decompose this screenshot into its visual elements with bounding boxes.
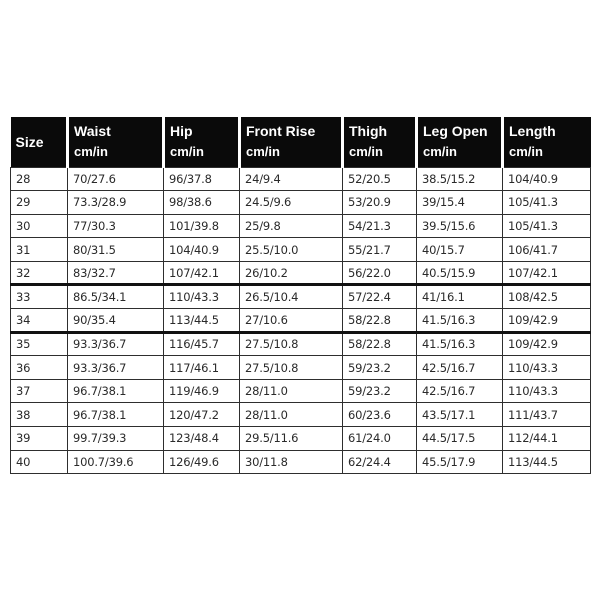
table-cell: 117/46.1: [164, 356, 240, 380]
table-cell: 42.5/16.7: [417, 356, 503, 380]
table-cell: 98/38.6: [164, 191, 240, 215]
table-cell: 83/32.7: [68, 261, 164, 285]
table-cell: 28: [11, 167, 68, 191]
column-header-waist: [68, 117, 164, 167]
column-header-leg-open: [417, 117, 503, 167]
table-cell: 60/23.6: [343, 403, 417, 427]
table-cell: 34: [11, 309, 68, 333]
column-header-unit: cm/in: [423, 144, 457, 159]
table-cell: 52/20.5: [343, 167, 417, 191]
table-body: [11, 167, 591, 474]
table-cell: 110/43.3: [503, 379, 591, 403]
table-row: [11, 167, 591, 191]
column-header-label: Leg Open: [423, 123, 488, 139]
table-cell: 116/45.7: [164, 332, 240, 356]
table-cell: 104/40.9: [503, 167, 591, 191]
table-cell: 30/11.8: [240, 450, 343, 474]
table-cell: 29.5/11.6: [240, 427, 343, 451]
table-cell: 24.5/9.6: [240, 191, 343, 215]
table-cell: 39.5/15.6: [417, 214, 503, 238]
table-row: [11, 450, 591, 474]
table-cell: 24/9.4: [240, 167, 343, 191]
column-header-label: Front Rise: [246, 123, 316, 139]
table-cell: 120/47.2: [164, 403, 240, 427]
table-cell: 101/39.8: [164, 214, 240, 238]
table-cell: 35: [11, 332, 68, 356]
column-header-thigh: [343, 117, 417, 167]
column-header-unit: cm/in: [509, 144, 543, 159]
column-header-label: Thigh: [349, 123, 388, 139]
table-cell: 43.5/17.1: [417, 403, 503, 427]
column-header-hip: [164, 117, 240, 167]
table-cell: 105/41.3: [503, 191, 591, 215]
table-cell: 26.5/10.4: [240, 285, 343, 309]
table-cell: 25.5/10.0: [240, 238, 343, 262]
table-cell: 42.5/16.7: [417, 379, 503, 403]
table-cell: 40.5/15.9: [417, 261, 503, 285]
table-cell: 53/20.9: [343, 191, 417, 215]
table-cell: 40: [11, 450, 68, 474]
table-cell: 33: [11, 285, 68, 309]
table-cell: 99.7/39.3: [68, 427, 164, 451]
table-row: [11, 191, 591, 215]
table-cell: 54/21.3: [343, 214, 417, 238]
column-header-label: Length: [509, 123, 556, 139]
table-row: [11, 214, 591, 238]
table-cell: 55/21.7: [343, 238, 417, 262]
column-header-length: [503, 117, 591, 167]
table-cell: 96/37.8: [164, 167, 240, 191]
table-cell: 90/35.4: [68, 309, 164, 333]
table-cell: 62/24.4: [343, 450, 417, 474]
table-cell: 107/42.1: [164, 261, 240, 285]
table-cell: 111/43.7: [503, 403, 591, 427]
table-cell: 28/11.0: [240, 379, 343, 403]
column-header-unit: cm/in: [74, 144, 108, 159]
table-cell: 25/9.8: [240, 214, 343, 238]
table-cell: 61/24.0: [343, 427, 417, 451]
table-row: [11, 261, 591, 285]
table-row: [11, 379, 591, 403]
table-cell: 38.5/15.2: [417, 167, 503, 191]
table-cell: 27.5/10.8: [240, 356, 343, 380]
table-cell: 30: [11, 214, 68, 238]
table-cell: 93.3/36.7: [68, 356, 164, 380]
table-cell: 108/42.5: [503, 285, 591, 309]
table-cell: 41.5/16.3: [417, 332, 503, 356]
column-header-unit: cm/in: [170, 144, 204, 159]
column-header-size: [11, 117, 68, 167]
column-header-label: Waist: [74, 123, 111, 139]
column-header-front-rise: [240, 117, 343, 167]
table-header: [11, 117, 591, 167]
table-cell: 57/22.4: [343, 285, 417, 309]
table-row: [11, 427, 591, 451]
table-cell: 39: [11, 427, 68, 451]
table-cell: 29: [11, 191, 68, 215]
column-header-unit: cm/in: [246, 144, 280, 159]
table-cell: 126/49.6: [164, 450, 240, 474]
table-cell: 58/22.8: [343, 332, 417, 356]
table-cell: 41.5/16.3: [417, 309, 503, 333]
table-cell: 39/15.4: [417, 191, 503, 215]
table-cell: 93.3/36.7: [68, 332, 164, 356]
table-row: [11, 356, 591, 380]
table-cell: 27/10.6: [240, 309, 343, 333]
table-cell: 44.5/17.5: [417, 427, 503, 451]
table-cell: 27.5/10.8: [240, 332, 343, 356]
table-cell: 26/10.2: [240, 261, 343, 285]
table-cell: 70/27.6: [68, 167, 164, 191]
table-cell: 59/23.2: [343, 356, 417, 380]
column-header-unit: cm/in: [349, 144, 383, 159]
table-cell: 110/43.3: [164, 285, 240, 309]
size-chart-table: [10, 117, 591, 474]
table-cell: 110/43.3: [503, 356, 591, 380]
column-header-label: Hip: [170, 123, 193, 139]
table-row: [11, 238, 591, 262]
table-cell: 77/30.3: [68, 214, 164, 238]
table-row: [11, 285, 591, 309]
table-cell: 32: [11, 261, 68, 285]
table-cell: 37: [11, 379, 68, 403]
table-cell: 105/41.3: [503, 214, 591, 238]
table-cell: 38: [11, 403, 68, 427]
column-header-label: Size: [15, 133, 44, 150]
table-cell: 59/23.2: [343, 379, 417, 403]
table-cell: 100.7/39.6: [68, 450, 164, 474]
table-cell: 96.7/38.1: [68, 379, 164, 403]
table-cell: 80/31.5: [68, 238, 164, 262]
table-cell: 31: [11, 238, 68, 262]
table-cell: 96.7/38.1: [68, 403, 164, 427]
table-cell: 40/15.7: [417, 238, 503, 262]
table-cell: 58/22.8: [343, 309, 417, 333]
table-cell: 28/11.0: [240, 403, 343, 427]
table-cell: 112/44.1: [503, 427, 591, 451]
table-cell: 41/16.1: [417, 285, 503, 309]
table-cell: 119/46.9: [164, 379, 240, 403]
table-row: [11, 403, 591, 427]
table-cell: 109/42.9: [503, 332, 591, 356]
table-cell: 86.5/34.1: [68, 285, 164, 309]
table-row: [11, 309, 591, 333]
table-row: [11, 332, 591, 356]
table-cell: 107/42.1: [503, 261, 591, 285]
table-cell: 113/44.5: [503, 450, 591, 474]
table-cell: 56/22.0: [343, 261, 417, 285]
table-cell: 73.3/28.9: [68, 191, 164, 215]
table-cell: 106/41.7: [503, 238, 591, 262]
table-cell: 104/40.9: [164, 238, 240, 262]
header-row: [11, 117, 591, 167]
table-cell: 45.5/17.9: [417, 450, 503, 474]
table-cell: 123/48.4: [164, 427, 240, 451]
table-cell: 109/42.9: [503, 309, 591, 333]
table-cell: 113/44.5: [164, 309, 240, 333]
table-cell: 36: [11, 356, 68, 380]
